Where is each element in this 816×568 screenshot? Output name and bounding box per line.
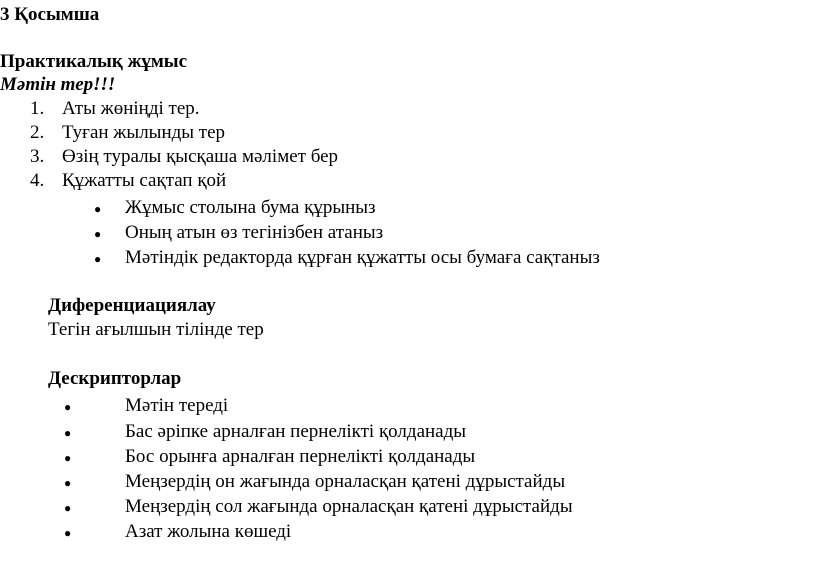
step-text: Құжатты сақтап қой bbox=[62, 170, 227, 191]
descriptor-item: Бас әріпке арналған пернелікті қолданады bbox=[125, 421, 467, 442]
step-text: Туған жылынды тер bbox=[62, 122, 226, 143]
bullet-icon: ● bbox=[64, 426, 72, 440]
appendix-heading: 3 Қосымша bbox=[0, 4, 100, 25]
differentiation-title: Диференциациялау bbox=[48, 295, 216, 316]
substep-text: Оның атын өз тегінізбен атаныз bbox=[125, 222, 384, 243]
bullet-icon: ● bbox=[94, 227, 102, 241]
step-text: Өзің туралы қысқаша мәлімет бер bbox=[62, 146, 339, 167]
practical-work-title: Практикалық жұмыс bbox=[0, 51, 188, 72]
step-number: 4. bbox=[30, 170, 45, 191]
bullet-icon: ● bbox=[64, 501, 72, 515]
step-number: 1. bbox=[30, 98, 45, 119]
substep-text: Жұмыс столына бума құрыныз bbox=[125, 197, 376, 218]
descriptor-item: Меңзердің сол жағында орналасқан қатені дұрыстайды bbox=[125, 496, 573, 517]
bullet-icon: ● bbox=[94, 252, 102, 266]
descriptor-item: Мәтін тереді bbox=[125, 395, 229, 416]
step-text: Аты жөніңді тер. bbox=[62, 98, 200, 119]
step-number: 2. bbox=[30, 122, 45, 143]
substep-text: Мәтіндік редакторда құрған құжатты осы бумаға сақтаныз bbox=[125, 247, 600, 268]
bullet-icon: ● bbox=[64, 476, 72, 490]
differentiation-text: Тегін ағылшын тілінде тер bbox=[48, 319, 264, 340]
bullet-icon: ● bbox=[64, 526, 72, 540]
descriptor-item: Бос орынға арналған пернелікті қолданады bbox=[125, 446, 476, 467]
task-title: Мәтін тер!!! bbox=[0, 74, 116, 95]
descriptors-title: Дескрипторлар bbox=[48, 368, 182, 389]
descriptor-item: Меңзердің он жағында орналасқан қатені дұрыстайды bbox=[125, 471, 566, 492]
bullet-icon: ● bbox=[64, 451, 72, 465]
step-number: 3. bbox=[30, 146, 45, 167]
bullet-icon: ● bbox=[94, 202, 102, 216]
bullet-icon: ● bbox=[64, 400, 72, 414]
descriptor-item: Азат жолына көшеді bbox=[125, 521, 292, 542]
